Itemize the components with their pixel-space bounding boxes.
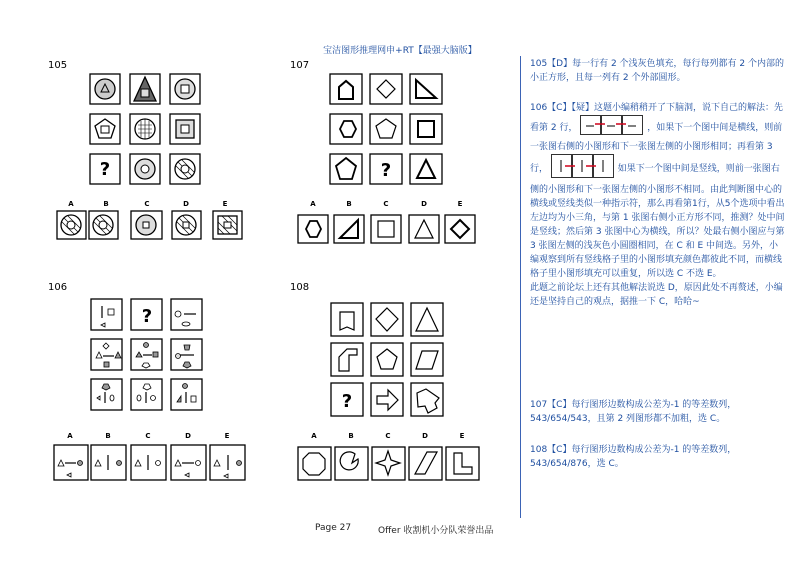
row3-thumbnail [551, 154, 615, 183]
p105-option-label: E [222, 200, 228, 208]
p107-option-label: C [383, 200, 389, 208]
p107-option-label: D [421, 200, 427, 208]
problem-number-106: 106 [48, 282, 68, 293]
p105-option-label: C [144, 200, 150, 208]
problem-number-105: 105 [48, 60, 68, 71]
p106-option-label: A [67, 432, 73, 440]
p106-option-label: D [185, 432, 191, 440]
p105-question-mark: ? [99, 159, 111, 180]
explanation-107-text: 107【C】每行图形边数构成公差为-1 的等差数列，543/654/543，且第 2 列图形都不加粗，选 C。 [530, 400, 737, 424]
p108-option-label: E [459, 432, 465, 440]
explanation-108 [530, 443, 785, 471]
explanation-105 [530, 57, 785, 85]
p106-option-label: E [224, 432, 230, 440]
p107-option-label: B [346, 200, 352, 208]
problem-number-108: 108 [290, 282, 310, 293]
p106-option-label: C [145, 432, 151, 440]
explanation-106-note: 此题之前论坛上还有其他解法说选 D，原因此处不再赘述，小编还是坚持自己的观点，据推一下 C，哈哈~ [530, 283, 783, 307]
explanation-105-text: 105【D】每一行有 2 个浅灰色填充，每行每列都有 2 个内部的小正方形，且每一列有 2 个外部圆形。 [530, 59, 785, 83]
explanation-107 [530, 398, 785, 426]
p105-option-label: B [103, 200, 109, 208]
page-header: 宝洁图形推理网申+RT【最强大脑版】 [323, 46, 477, 56]
page-number: Page 27 [315, 523, 352, 533]
p108-option-label: D [422, 432, 428, 440]
row2-thumbnail [580, 115, 644, 140]
p108-option-label: A [311, 432, 317, 440]
explanation-106-body: 如果下一个图中间是竖线，则前一张图右侧的小图形和下一张图左侧的小图形不相同。由此判断图中心的横线或竖线类似一种指示符，那么再看第1行，从5个选项中看出左边均为小三角，与第 1 张图右侧小正方形不同，推测？处中间是竖线；然后第 3 张图中心为横线，所以？处最右侧小图应与第 3 张图左侧的浅灰色小圆圈相同，在 C 和 E 中间选。另外，小编观察到所有竖线格子里的小图形填充颜色都彼此不同，而横线格子里小图形填充可以重复，所以选 C 不选 E。 [530, 164, 785, 279]
problem-number-107: 107 [290, 60, 310, 71]
p107-question-mark: ? [380, 160, 392, 181]
p106-question-mark: ? [141, 306, 153, 327]
p107-option-label: A [310, 200, 316, 208]
explanation-108-text: 108【C】每行图形边数构成公差为-1 的等差数列，543/654/876，选 C。 [530, 445, 737, 469]
p108-option-label: B [348, 432, 354, 440]
explanation-106-mid: ，如果下一个图中间是横线，则前一张图右侧的小图形和下一张图左侧的小图形相同；再看第 3 行， [530, 123, 783, 174]
p105-option-label: D [183, 200, 189, 208]
p105-option-label: A [68, 200, 74, 208]
p106-option-label: B [105, 432, 111, 440]
p108-question-mark: ? [341, 391, 353, 412]
p108-option-label: C [385, 432, 391, 440]
footer-credit: Offer 收割机小分队荣誉出品 [378, 526, 494, 536]
explanation-106-intro: 106【C】【疑】这题小编稍稍开了下脑洞，说下自己的解法：先看第 2 行， [530, 103, 783, 133]
p107-option-label: E [457, 200, 463, 208]
explanation-106 [530, 101, 785, 309]
column-divider [520, 56, 521, 518]
